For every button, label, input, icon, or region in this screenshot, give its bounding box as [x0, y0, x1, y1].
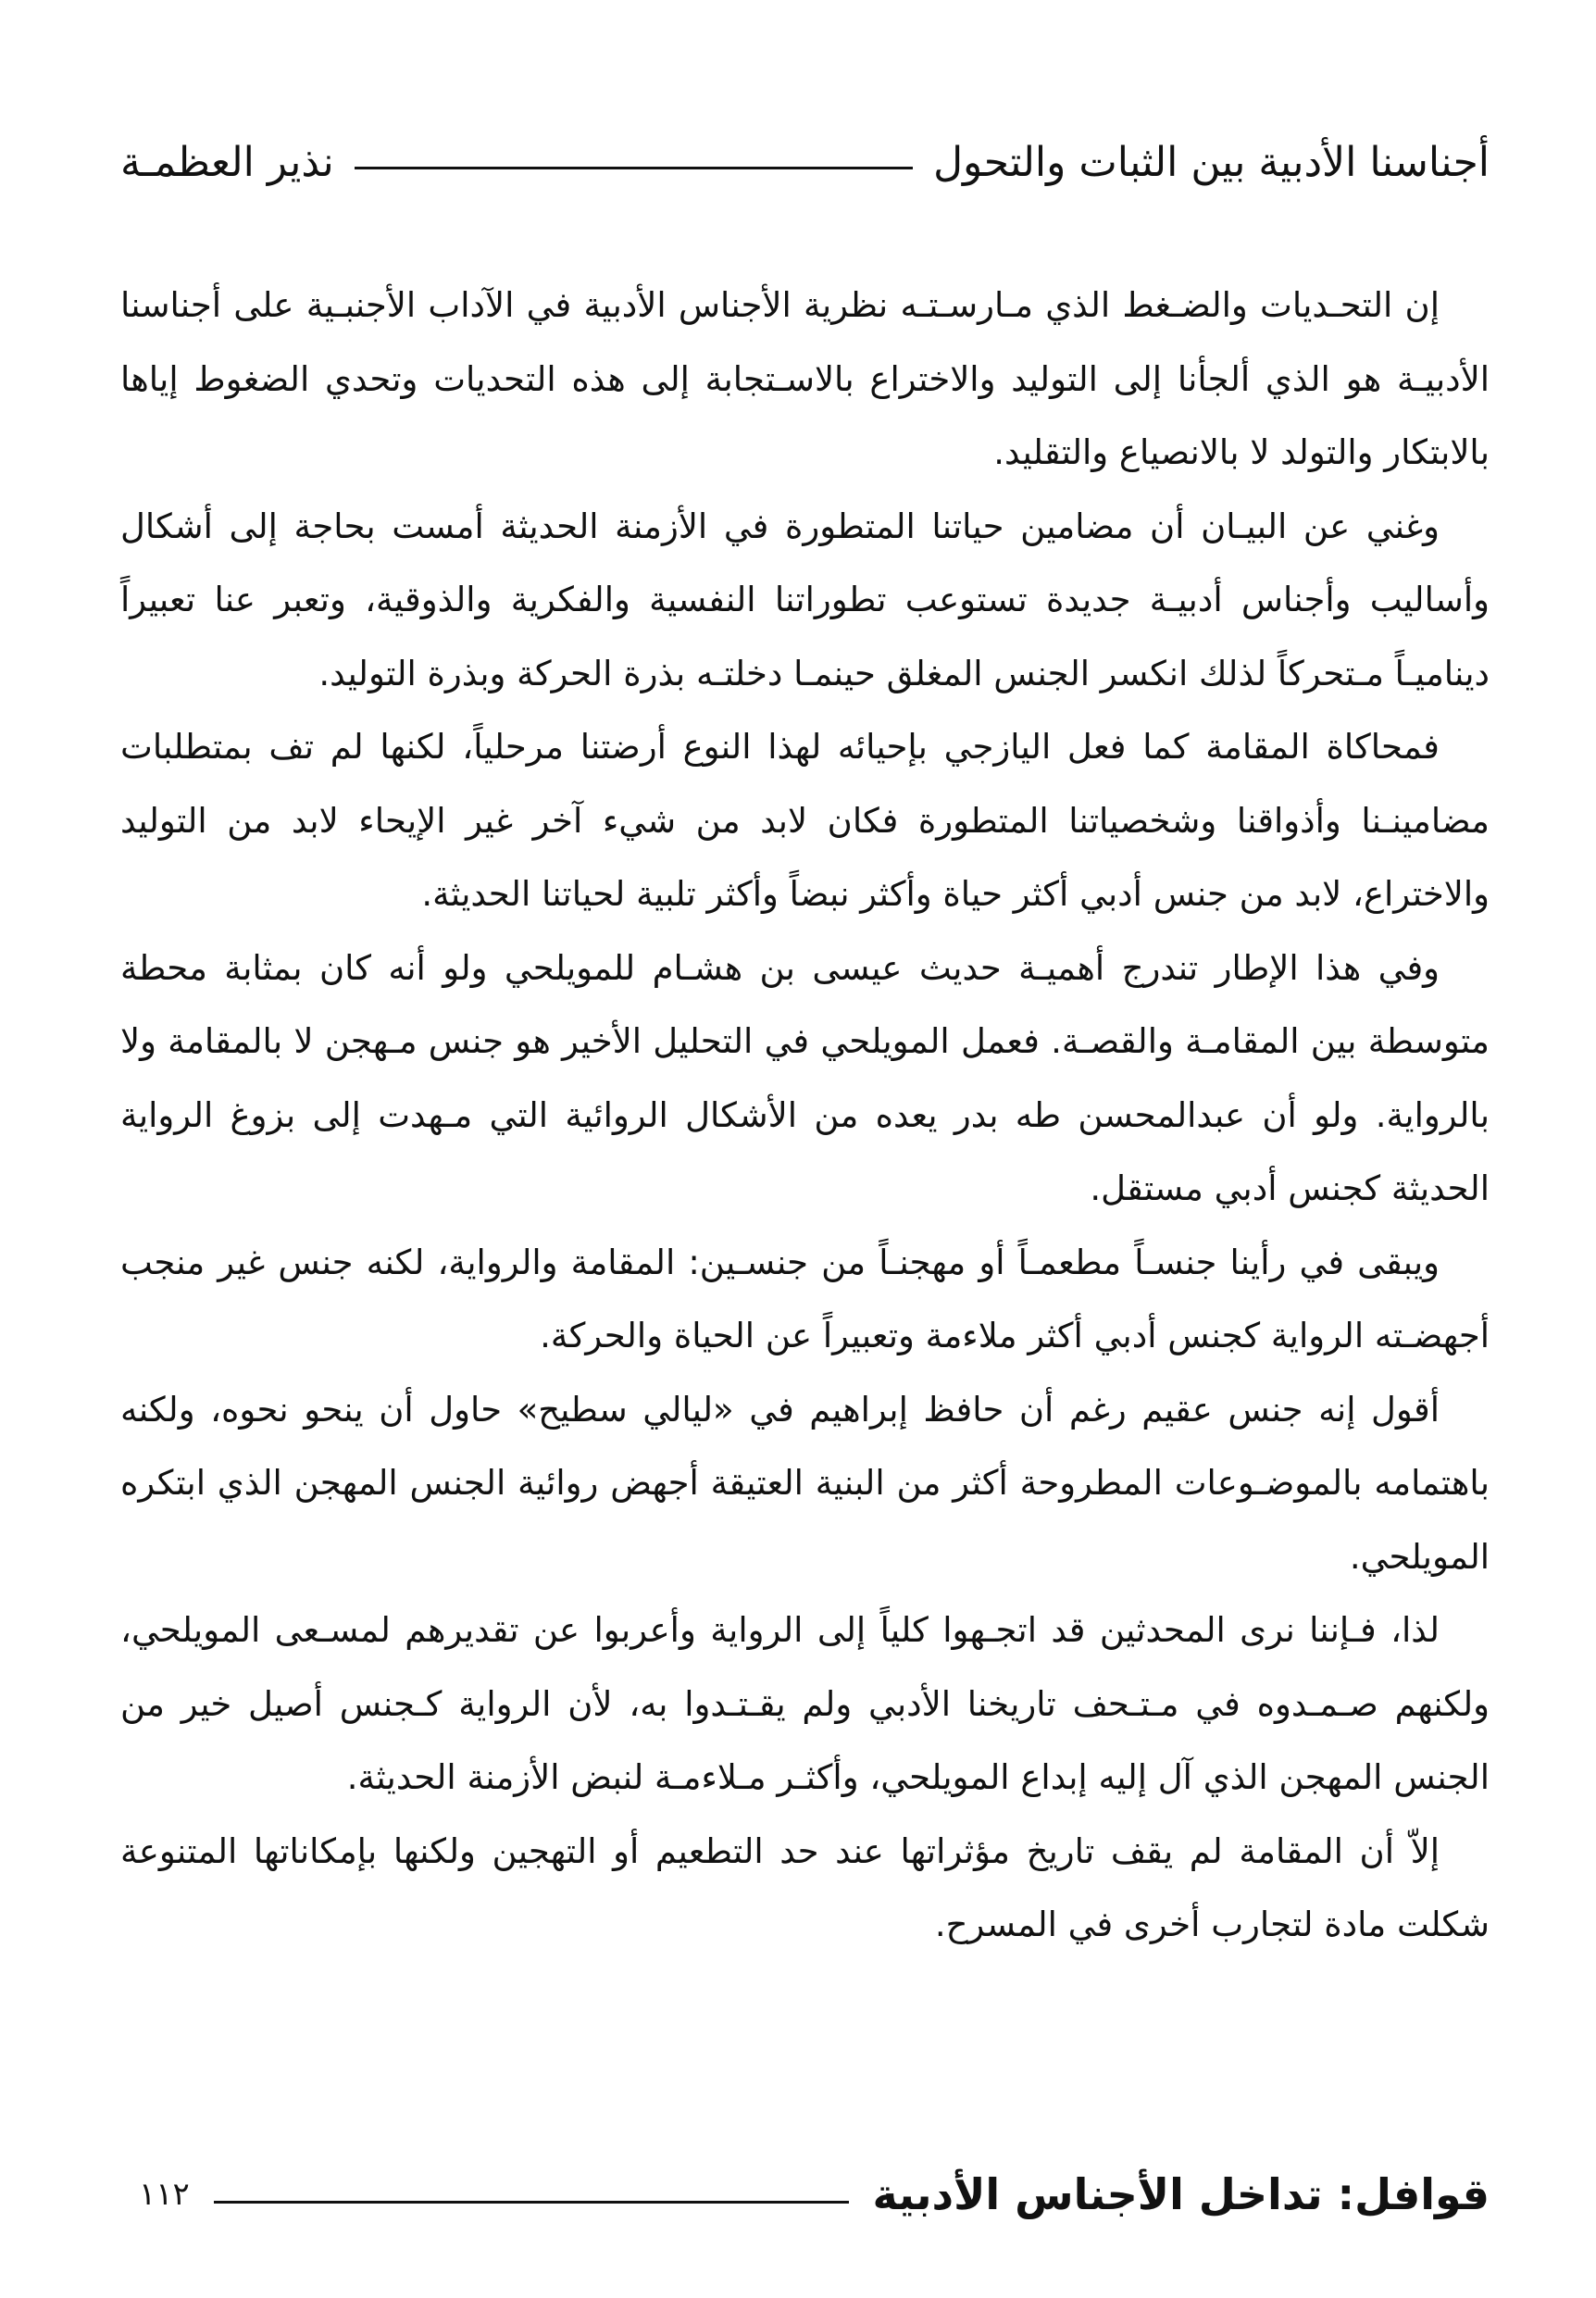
footer-rule — [214, 2201, 849, 2204]
paragraph: أقول إنه جنس عقيم رغم أن حافظ إبراهيم في «ليالي سطيح» حاول أن ينحو نحوه، ولكنه باهتمامه بالموضـوعات المطروحة أكثر من البنية العتيقة أجهض روائية الجنس المهجن الذي ابتكره المويلحي. — [120, 1389, 1490, 1577]
paragraph: إن التحـديات والضـغط الذي مـارسـتـه نظرية الأجناس الأدبية في الآداب الأجنبـية على أجناسنا الأدبيـة هو الذي ألجأنا إلى التوليد والاختراع بالاسـتجابة إلى هذه التحديات وتحدي الضغوط إياها بالابتكار والتولد لا بالانصياع والتقليد. — [120, 285, 1490, 472]
paragraph: وفي هذا الإطار تندرج أهميـة حديث عيسى بن هشـام للمويلحي ولو أنه كان بمثابة محطة متوسطة بين المقامـة والقصـة. فعمل المويلحي في التحليل الأخير هو جنس مـهجن لا بالمقامة ولا بالرواية. ولو أن عبدالمحسن طه بدر يعده من الأشكال الروائية التي مـهدت إلى بزوغ الرواية الحديثة كجنس أدبي مستقل. — [120, 947, 1490, 1208]
page-number: ١١٢ — [139, 2176, 190, 2213]
paragraph: إلاّ أن المقامة لم يقف تاريخ مؤثراتها عند حد التطعيم أو التهجين ولكنها بإمكاناتها المتنوعة شكلت مادة لتجارب أخرى في المسرح. — [120, 1830, 1490, 1944]
running-footer — [139, 2162, 1490, 2227]
running-header — [120, 130, 1490, 194]
author-name: نذير العظمـة — [120, 138, 334, 186]
paragraph: وغني عن البيـان أن مضامين حياتنا المتطورة في الأزمنة الحديثة أمست بحاجة إلى أشكال وأساليب وأجناس أدبيـة جديدة تستوعب تطوراتنا النفسية والفكرية والذوقية، وتعبر عنا تعبيراً ديناميـاً مـتحركاً لذلك انكسر الجنس المغلق حينمـا دخلتـه بذرة الحركة وبذرة التوليد. — [120, 506, 1490, 693]
header-rule — [355, 167, 913, 169]
body-text — [120, 269, 1490, 1962]
paragraph: ويبقى في رأينا جنسـاً مطعمـاً أو مهجنـاً من جنسـين: المقامة والرواية، لكنه جنس غير منجب أجهضـته الرواية كجنس أدبي أكثر ملاءمة وتعبيراً عن الحياة والحركة. — [120, 1242, 1490, 1355]
book-title: أجناسنا الأدبية بين الثبات والتحول — [933, 138, 1490, 186]
paragraph: لذا، فـإننا نرى المحدثين قد اتجـهوا كلياً إلى الرواية وأعربوا عن تقديرهم لمسـعى المويلحي، ولكنهم صـمـدوه في مـتـحف تاريخنا الأدبي ولم يقـتـدوا به، لأن الرواية كـجنس أصيل خير من الجنس المهجن الذي آل إليه إبداع المويلحي، وأكثـر مـلاءمـة لنبض الأزمنة الحديثة. — [120, 1610, 1490, 1797]
paragraph: فمحاكاة المقامة كما فعل اليازجي بإحيائه لهذا النوع أرضتنا مرحلياً، لكنها لم تف بمتطلبات مضامينـنا وأذواقنا وشخصياتنا المتطورة فكان لابد من شيء آخر غير الإيحاء لابد من التوليد والاختراع، لابد من جنس أدبي أكثر حياة وأكثر نبضاً وأكثر تلبية لحياتنا الحديثة. — [120, 727, 1490, 914]
series-title: قوافل: تداخل الأجناس الأدبية — [872, 2169, 1490, 2219]
